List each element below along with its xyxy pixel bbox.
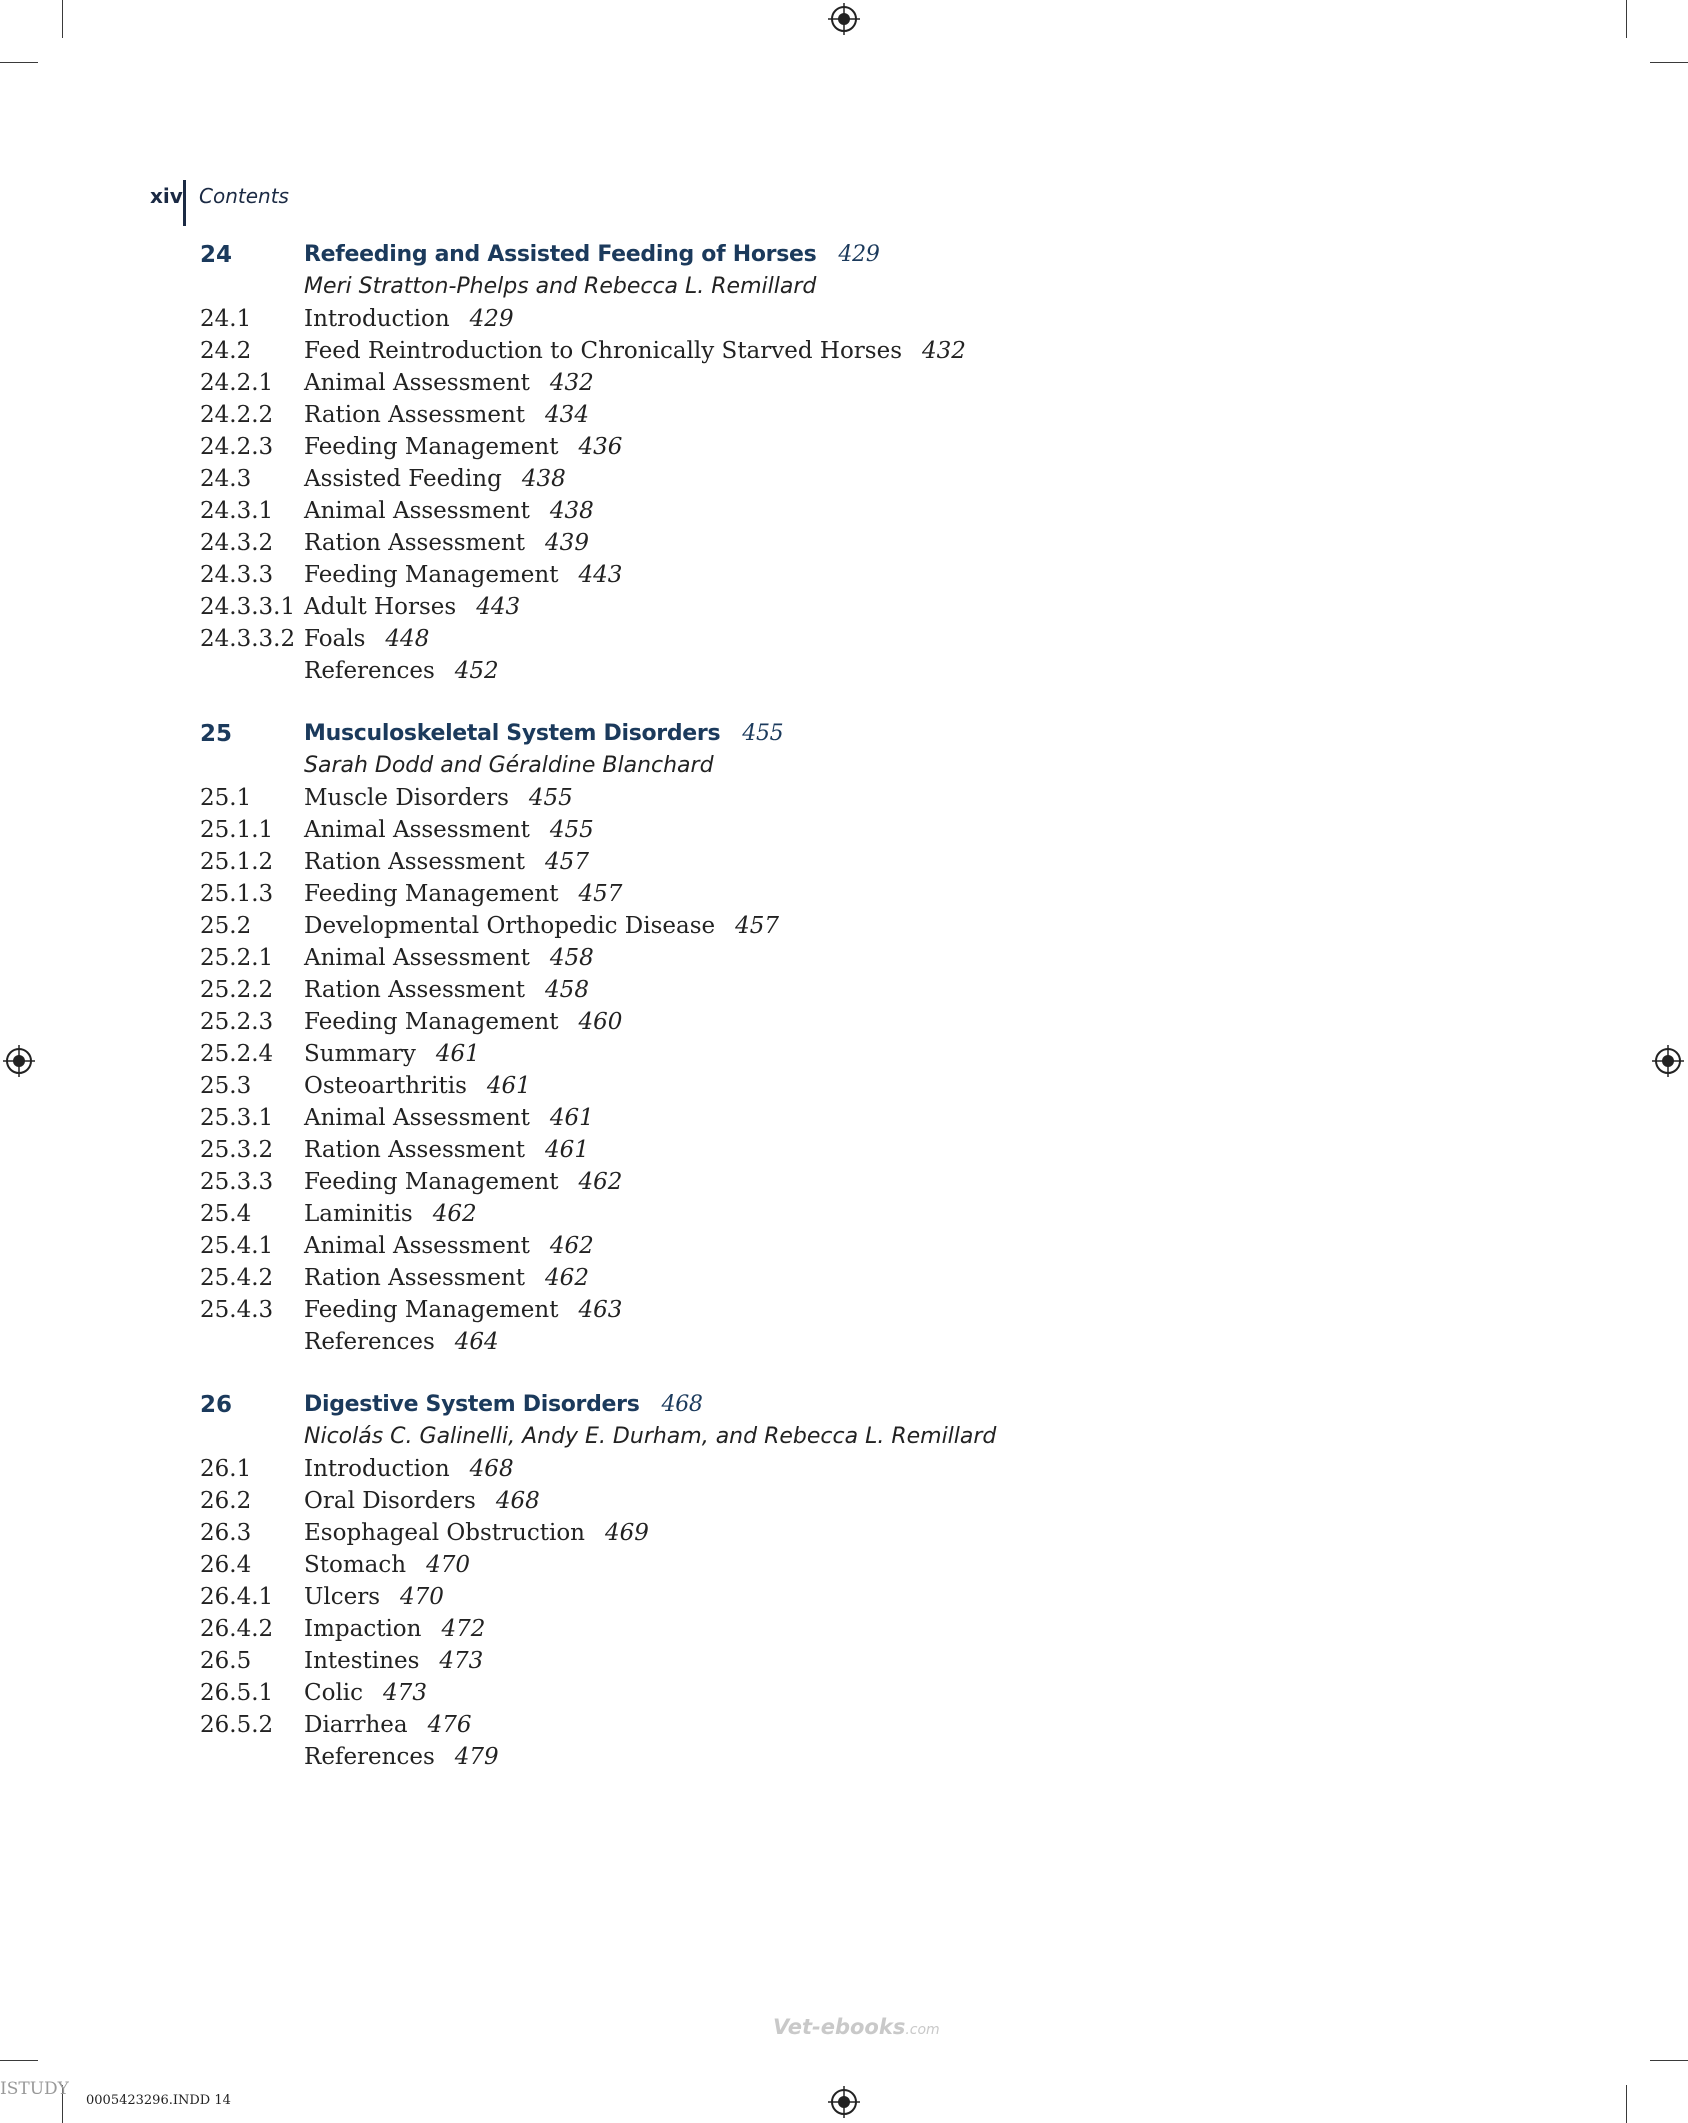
section-title-text: Summary <box>304 1041 416 1067</box>
section-page: 461 <box>486 1073 531 1099</box>
toc-entry[interactable] <box>0 1646 1688 1678</box>
section-number: 24.3.3.2 <box>200 626 296 652</box>
section-number: 26.2 <box>200 1488 252 1514</box>
section-title <box>304 1105 594 1131</box>
chapter-title-text: Refeeding and Assisted Feeding of Horses <box>304 242 817 267</box>
toc-entry[interactable] <box>0 943 1688 975</box>
section-number: 25.1.2 <box>200 849 274 875</box>
section-title <box>304 1520 649 1546</box>
section-number: 25.3 <box>200 1073 252 1099</box>
toc-entry[interactable] <box>0 1678 1688 1710</box>
section-title <box>304 1744 499 1770</box>
chapter-title <box>304 721 783 746</box>
section-title <box>304 1488 540 1514</box>
section-page: 472 <box>441 1616 486 1642</box>
toc-entry[interactable] <box>0 1486 1688 1518</box>
crop-mark <box>1626 2085 1627 2123</box>
section-number: 24.1 <box>200 306 252 332</box>
toc-entry[interactable] <box>0 1071 1688 1103</box>
section-number: 24.3.2 <box>200 530 274 556</box>
section-number: 25.3.3 <box>200 1169 274 1195</box>
authors-text: Meri Stratton-Phelps and Rebecca L. Remillard <box>304 274 817 299</box>
section-page: 458 <box>549 945 594 971</box>
section-title-text: Adult Horses <box>304 594 457 620</box>
toc-entry[interactable] <box>0 400 1688 432</box>
section-page: 457 <box>545 849 589 875</box>
section-title-text: Animal Assessment <box>304 1105 530 1131</box>
section-title <box>304 370 594 396</box>
section-number: 24.2.3 <box>200 434 274 460</box>
section-page: 470 <box>400 1584 444 1610</box>
section-page: 470 <box>426 1552 470 1578</box>
section-title-text: References <box>304 1329 435 1355</box>
section-title-text: Ration Assessment <box>304 849 526 875</box>
toc-entry[interactable] <box>0 464 1688 496</box>
section-number: 25.2 <box>200 913 252 939</box>
section-page: 455 <box>549 817 594 843</box>
section-title <box>304 562 622 588</box>
toc-entry[interactable] <box>0 304 1688 336</box>
section-title <box>304 1297 622 1323</box>
section-page: 462 <box>549 1233 594 1259</box>
section-number: 26.5.1 <box>200 1680 274 1706</box>
section-title <box>304 594 520 620</box>
section-page: 432 <box>922 338 966 364</box>
crop-mark <box>1626 0 1627 38</box>
section-number: 25.2.2 <box>200 977 274 1003</box>
registration-mark-icon <box>827 2 861 36</box>
section-title-text: Muscle Disorders <box>304 785 509 811</box>
toc-entry[interactable] <box>0 783 1688 815</box>
section-title-text: Ration Assessment <box>304 1137 526 1163</box>
section-title-text: Oral Disorders <box>304 1488 476 1514</box>
section-page: 462 <box>545 1265 589 1291</box>
section-title <box>304 402 589 428</box>
watermark-suffix: .com <box>905 2022 940 2038</box>
section-title-text: Ration Assessment <box>304 1265 526 1291</box>
chapter-number: 26 <box>200 1392 233 1418</box>
watermark-text: Vet-ebooks <box>773 2015 906 2039</box>
section-number: 26.4.2 <box>200 1616 274 1642</box>
section-title-text: Foals <box>304 626 366 652</box>
chapter-authors <box>0 1422 1688 1454</box>
toc-entry[interactable] <box>0 1199 1688 1231</box>
section-title <box>304 1680 427 1706</box>
toc-entry[interactable] <box>0 1295 1688 1327</box>
section-number: 24.3.1 <box>200 498 274 524</box>
section-page: 434 <box>545 402 589 428</box>
section-title-text: Assisted Feeding <box>304 466 502 492</box>
section-title-text: Osteoarthritis <box>304 1073 467 1099</box>
section-page: 438 <box>549 498 594 524</box>
section-page: 455 <box>528 785 573 811</box>
section-number: 26.4.1 <box>200 1584 274 1610</box>
section-page: 429 <box>469 306 514 332</box>
crop-mark <box>1650 62 1688 63</box>
toc-entry[interactable] <box>0 592 1688 624</box>
section-title-text: Animal Assessment <box>304 817 530 843</box>
watermark <box>773 2015 940 2039</box>
section-number: 24.3 <box>200 466 252 492</box>
section-page: 457 <box>735 913 780 939</box>
page-number: xiv <box>150 184 183 208</box>
section-title-text: Ration Assessment <box>304 402 526 428</box>
toc-entry[interactable] <box>0 1263 1688 1295</box>
running-header-title: Contents <box>199 184 289 208</box>
section-title <box>304 306 514 332</box>
chapter-title-text: Digestive System Disorders <box>304 1392 640 1417</box>
section-number: 24.3.3.1 <box>200 594 296 620</box>
toc-entry[interactable] <box>0 1007 1688 1039</box>
section-number: 26.1 <box>200 1456 252 1482</box>
section-number: 26.5 <box>200 1648 252 1674</box>
references-entry[interactable] <box>0 1742 1688 1774</box>
section-title <box>304 434 622 460</box>
section-page: 460 <box>578 1009 623 1035</box>
toc-entry[interactable] <box>0 1231 1688 1263</box>
section-number: 26.3 <box>200 1520 252 1546</box>
chapter-page: 455 <box>742 721 784 746</box>
chapter-authors <box>0 272 1688 304</box>
section-title <box>304 977 589 1003</box>
section-page: 458 <box>545 977 589 1003</box>
section-page: 461 <box>435 1041 480 1067</box>
section-title <box>304 1552 470 1578</box>
chapter-number: 24 <box>200 242 233 268</box>
section-title <box>304 1041 480 1067</box>
section-page: 462 <box>578 1169 623 1195</box>
section-number: 25.3.2 <box>200 1137 274 1163</box>
section-page: 461 <box>545 1137 589 1163</box>
section-page: 468 <box>495 1488 540 1514</box>
toc-entry[interactable] <box>0 975 1688 1007</box>
chapter-number: 25 <box>200 721 233 747</box>
section-title-text: Feed Reintroduction to Chronically Starved Horses <box>304 338 903 364</box>
section-title <box>304 1265 589 1291</box>
toc-entry[interactable] <box>0 336 1688 368</box>
section-number: 25.3.1 <box>200 1105 274 1131</box>
section-title-text: Stomach <box>304 1552 407 1578</box>
authors-text: Nicolás C. Galinelli, Andy E. Durham, and Rebecca L. Remillard <box>304 1424 997 1449</box>
section-title <box>304 881 622 907</box>
section-number: 26.5.2 <box>200 1712 274 1738</box>
chapter-title <box>304 242 880 267</box>
toc-entry[interactable] <box>0 560 1688 592</box>
section-page: 469 <box>604 1520 649 1546</box>
toc-entry[interactable] <box>0 1454 1688 1486</box>
toc-entry[interactable] <box>0 1710 1688 1742</box>
section-title <box>304 498 594 524</box>
section-title-text: Animal Assessment <box>304 370 530 396</box>
section-number: 24.2.2 <box>200 402 274 428</box>
section-number: 25.4.3 <box>200 1297 274 1323</box>
chapter-title <box>304 1392 703 1417</box>
section-page: 464 <box>454 1329 499 1355</box>
section-title <box>304 1648 483 1674</box>
section-title-text: Ration Assessment <box>304 530 526 556</box>
header-divider <box>183 180 186 226</box>
section-number: 25.2.4 <box>200 1041 274 1067</box>
toc-entry[interactable] <box>0 1039 1688 1071</box>
crop-mark <box>0 62 38 63</box>
toc-entry[interactable] <box>0 1582 1688 1614</box>
toc-entry[interactable] <box>0 815 1688 847</box>
section-title <box>304 913 779 939</box>
section-title <box>304 849 589 875</box>
toc-entry[interactable] <box>0 528 1688 560</box>
section-title <box>304 785 573 811</box>
section-page: 432 <box>549 370 594 396</box>
section-page: 479 <box>454 1744 499 1770</box>
section-page: 438 <box>521 466 566 492</box>
section-number: 26.4 <box>200 1552 252 1578</box>
toc-entry[interactable] <box>0 1167 1688 1199</box>
section-title-text: References <box>304 1744 435 1770</box>
toc-entry[interactable] <box>0 1135 1688 1167</box>
section-number: 24.2.1 <box>200 370 274 396</box>
section-title-text: Esophageal Obstruction <box>304 1520 585 1546</box>
section-title <box>304 658 499 684</box>
section-title-text: Laminitis <box>304 1201 413 1227</box>
toc-entry[interactable] <box>0 624 1688 656</box>
section-title <box>304 817 594 843</box>
section-title <box>304 1201 477 1227</box>
section-page: 439 <box>545 530 589 556</box>
section-title-text: Introduction <box>304 1456 450 1482</box>
section-title <box>304 945 594 971</box>
chapter-page: 468 <box>661 1392 703 1417</box>
references-entry[interactable] <box>0 656 1688 688</box>
section-number: 25.4.1 <box>200 1233 274 1259</box>
section-title-text: Developmental Orthopedic Disease <box>304 913 716 939</box>
section-title-text: Feeding Management <box>304 1297 559 1323</box>
section-title-text: Animal Assessment <box>304 945 530 971</box>
section-title <box>304 530 589 556</box>
section-title <box>304 1329 499 1355</box>
toc-entry[interactable] <box>0 496 1688 528</box>
chapter-heading[interactable] <box>0 1390 1688 1422</box>
section-title-text: Ration Assessment <box>304 977 526 1003</box>
section-title-text: Diarrhea <box>304 1712 408 1738</box>
section-number: 25.1.1 <box>200 817 274 843</box>
section-page: 473 <box>383 1680 427 1706</box>
section-title-text: Introduction <box>304 306 450 332</box>
section-title-text: References <box>304 658 435 684</box>
section-title <box>304 1456 514 1482</box>
section-title <box>304 1584 444 1610</box>
chapter-title-text: Musculoskeletal System Disorders <box>304 721 721 746</box>
section-number: 25.1 <box>200 785 252 811</box>
section-title-text: Feeding Management <box>304 1009 559 1035</box>
section-number: 25.2.1 <box>200 945 274 971</box>
section-title <box>304 1137 589 1163</box>
chapter-authors <box>0 751 1688 783</box>
section-title-text: Intestines <box>304 1648 420 1674</box>
crop-mark <box>1650 2060 1688 2061</box>
section-page: 457 <box>578 881 623 907</box>
chapter-heading[interactable] <box>0 240 1688 272</box>
section-title-text: Colic <box>304 1680 364 1706</box>
section-title-text: Feeding Management <box>304 562 559 588</box>
section-page: 443 <box>476 594 521 620</box>
authors-text: Sarah Dodd and Géraldine Blanchard <box>304 753 714 778</box>
section-title <box>304 1009 622 1035</box>
section-page: 452 <box>454 658 499 684</box>
chapter-heading[interactable] <box>0 719 1688 751</box>
section-title-text: Feeding Management <box>304 434 559 460</box>
side-label: ISTUDY <box>0 2079 69 2099</box>
section-page: 443 <box>578 562 623 588</box>
toc-entry[interactable] <box>0 911 1688 943</box>
file-slug: 0005423296.INDD 14 <box>86 2093 231 2108</box>
toc-entry[interactable] <box>0 432 1688 464</box>
toc-entry[interactable] <box>0 368 1688 400</box>
toc-entry[interactable] <box>0 1550 1688 1582</box>
section-page: 476 <box>427 1712 472 1738</box>
section-page: 468 <box>469 1456 514 1482</box>
crop-mark <box>0 2060 38 2061</box>
registration-mark-icon <box>827 2085 861 2119</box>
section-page: 463 <box>578 1297 623 1323</box>
section-title <box>304 1073 531 1099</box>
chapter-page: 429 <box>838 242 880 267</box>
section-number: 25.2.3 <box>200 1009 274 1035</box>
section-title <box>304 1712 472 1738</box>
section-number: 24.2 <box>200 338 252 364</box>
section-title-text: Feeding Management <box>304 881 559 907</box>
section-page: 448 <box>385 626 430 652</box>
section-title-text: Animal Assessment <box>304 498 530 524</box>
section-page: 462 <box>432 1201 477 1227</box>
section-page: 473 <box>439 1648 484 1674</box>
toc-entry[interactable] <box>0 847 1688 879</box>
section-title <box>304 338 966 364</box>
toc-entry[interactable] <box>0 1614 1688 1646</box>
toc-entry[interactable] <box>0 1103 1688 1135</box>
section-number: 25.4.2 <box>200 1265 274 1291</box>
crop-mark <box>62 0 63 38</box>
toc-entry[interactable] <box>0 1518 1688 1550</box>
section-page: 461 <box>549 1105 594 1131</box>
section-title-text: Impaction <box>304 1616 422 1642</box>
section-number: 24.3.3 <box>200 562 274 588</box>
section-title <box>304 1169 622 1195</box>
section-title <box>304 1233 594 1259</box>
section-page: 436 <box>578 434 623 460</box>
section-number: 25.1.3 <box>200 881 274 907</box>
section-title-text: Ulcers <box>304 1584 381 1610</box>
section-title-text: Feeding Management <box>304 1169 559 1195</box>
section-number: 25.4 <box>200 1201 252 1227</box>
section-title-text: Animal Assessment <box>304 1233 530 1259</box>
toc-entry[interactable] <box>0 879 1688 911</box>
section-title <box>304 1616 485 1642</box>
section-title <box>304 466 566 492</box>
section-title <box>304 626 429 652</box>
references-entry[interactable] <box>0 1327 1688 1359</box>
